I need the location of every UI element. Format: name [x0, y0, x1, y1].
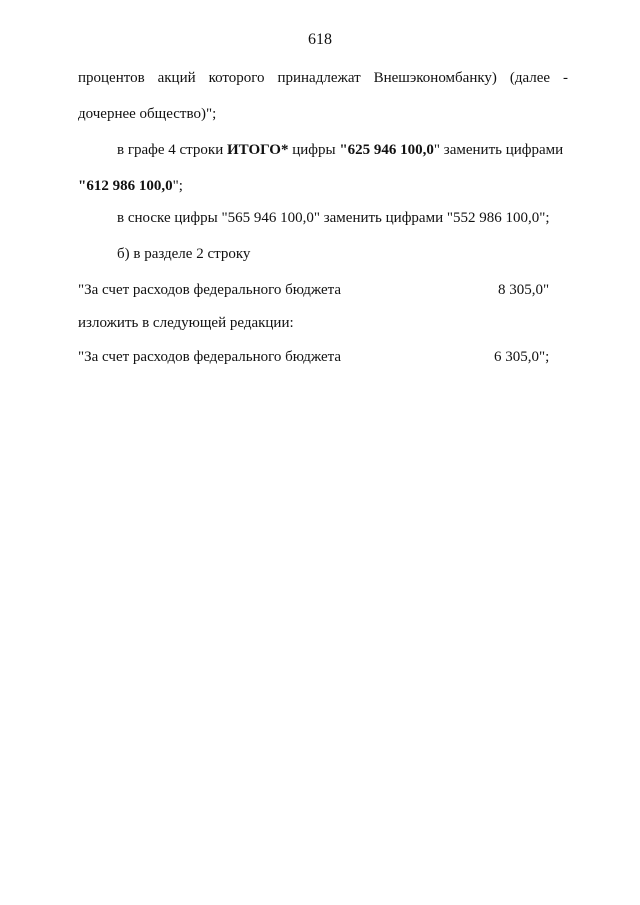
paragraph-line: в сноске цифры "565 946 100,0" заменить цифрами "552 986 100,0";: [117, 210, 550, 226]
paragraph-line: процентов акций которого принадлежат Внешэкономбанку) (далее -: [78, 70, 568, 86]
text-segment: цифры: [288, 142, 340, 158]
bold-text: ИТОГО*: [226, 142, 289, 158]
row-value: 8 305,0": [498, 282, 550, 298]
paragraph-line: [117, 141, 563, 159]
bold-text: 612 986 100,0: [86, 178, 173, 194]
paragraph-line: б) в разделе 2 строку: [117, 246, 251, 262]
text-segment: " заменить цифрами: [433, 142, 564, 158]
bold-text: ": [78, 178, 87, 194]
paragraph-line: [78, 177, 183, 195]
bold-text: ": [339, 142, 348, 158]
row-label: "За счет расходов федерального бюджета: [78, 282, 342, 298]
page-number: 618: [308, 31, 332, 48]
row-label: "За счет расходов федерального бюджета: [78, 349, 342, 365]
paragraph-line: изложить в следующей редакции:: [78, 315, 294, 331]
bold-text: 625 946 100,0: [347, 142, 434, 158]
text-segment: ";: [172, 178, 183, 194]
row-value: 6 305,0";: [494, 349, 550, 365]
text-segment: в графе 4 строки: [117, 142, 227, 158]
paragraph-line: дочернее общество)";: [78, 106, 217, 122]
